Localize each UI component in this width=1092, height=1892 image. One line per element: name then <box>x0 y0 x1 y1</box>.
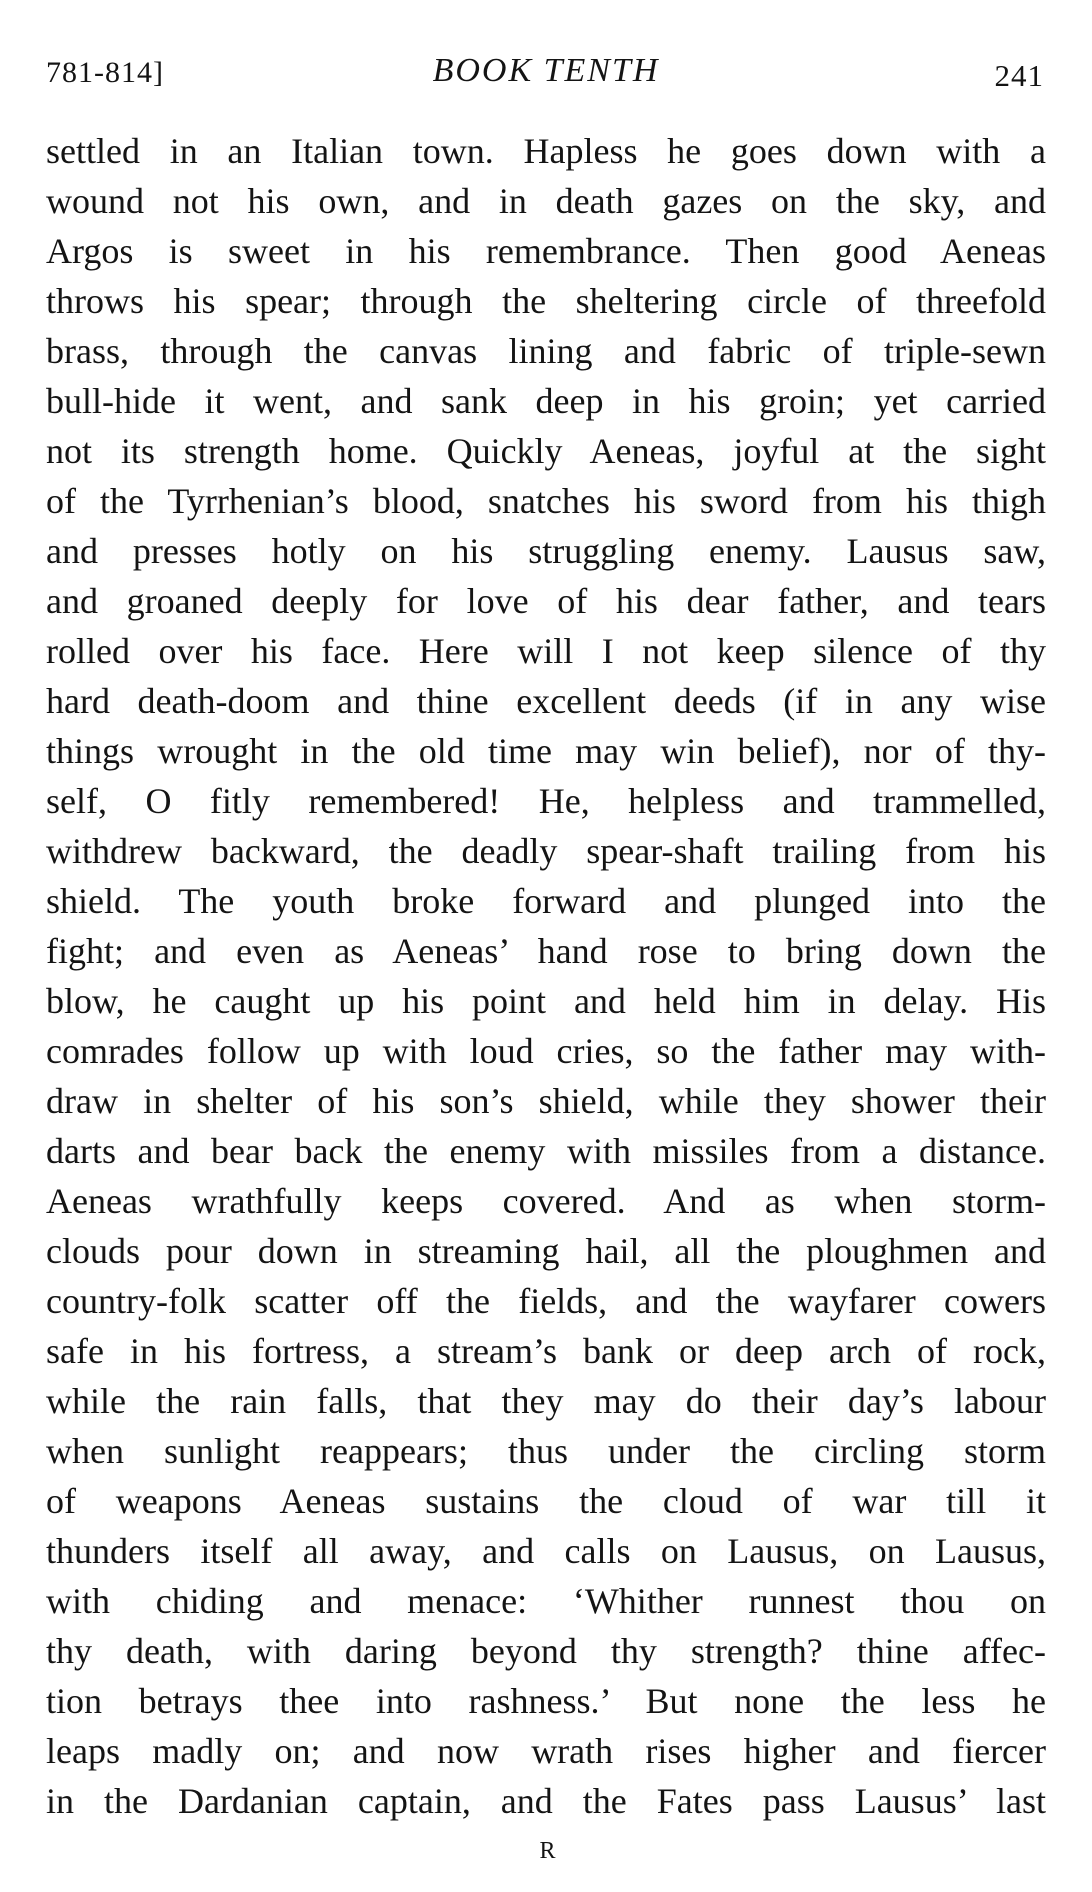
text-line: country-folk scatter off the fields, and the wayfarer cowers <box>46 1281 1046 1321</box>
text-line: not its strength home. Quickly Aeneas, joyful at the sight <box>46 431 1046 471</box>
text-line: hard death-doom and thine excellent deeds (if in any wise <box>46 681 1046 721</box>
page-number: 241 <box>994 58 1044 93</box>
body-text <box>46 126 1046 1826</box>
text-line: Aeneas wrathfully keeps covered. And as when storm- <box>46 1181 1046 1221</box>
text-line: of weapons Aeneas sustains the cloud of war till it <box>46 1481 1046 1521</box>
text-line: in the Dardanian captain, and the Fates pass Lausus’ last <box>46 1781 1046 1821</box>
text-line: clouds pour down in streaming hail, all the ploughmen and <box>46 1231 1046 1271</box>
book-title: BOOK TENTH <box>432 52 660 89</box>
text-line: shield. The youth broke forward and plunged into the <box>46 881 1046 921</box>
text-line: draw in shelter of his son’s shield, while they shower their <box>46 1081 1046 1121</box>
text-line: Argos is sweet in his remembrance. Then good Aeneas <box>46 231 1046 271</box>
text-line: darts and bear back the enemy with missiles from a distance. <box>46 1131 1046 1171</box>
text-line: leaps madly on; and now wrath rises higher and fiercer <box>46 1731 1046 1771</box>
text-line: and groaned deeply for love of his dear father, and tears <box>46 581 1046 621</box>
text-line: and presses hotly on his struggling enemy. Lausus saw, <box>46 531 1046 571</box>
text-line: safe in his fortress, a stream’s bank or deep arch of rock, <box>46 1331 1046 1371</box>
text-line: brass, through the canvas lining and fabric of triple-sewn <box>46 331 1046 371</box>
text-line: self, O fitly remembered! He, helpless and trammelled, <box>46 781 1046 821</box>
line-range: 781-814] <box>46 56 164 89</box>
text-line: while the rain falls, that they may do their day’s labour <box>46 1381 1046 1421</box>
text-line: things wrought in the old time may win belief), nor of thy- <box>46 731 1046 771</box>
text-line: when sunlight reappears; thus under the circling storm <box>46 1431 1046 1471</box>
text-line: comrades follow up with loud cries, so the father may with- <box>46 1031 1046 1071</box>
text-line: tion betrays thee into rashness.’ But none the less he <box>46 1681 1046 1721</box>
text-line: thy death, with daring beyond thy strength? thine affec- <box>46 1631 1046 1671</box>
text-line: thunders itself all away, and calls on Lausus, on Lausus, <box>46 1531 1046 1571</box>
text-line: of the Tyrrhenian’s blood, snatches his sword from his thigh <box>46 481 1046 521</box>
text-line: fight; and even as Aeneas’ hand rose to bring down the <box>46 931 1046 971</box>
text-line: rolled over his face. Here will I not keep silence of thy <box>46 631 1046 671</box>
text-line: with chiding and menace: ‘Whither runnest thou on <box>46 1581 1046 1621</box>
text-line: blow, he caught up his point and held him in delay. His <box>46 981 1046 1021</box>
text-line: withdrew backward, the deadly spear-shaft trailing from his <box>46 831 1046 871</box>
text-line: wound not his own, and in death gazes on the sky, and <box>46 181 1046 221</box>
text-line: settled in an Italian town. Hapless he goes down with a <box>46 131 1046 171</box>
running-head <box>46 52 1046 96</box>
text-line: bull-hide it went, and sank deep in his groin; yet carried <box>46 381 1046 421</box>
text-line: throws his spear; through the sheltering circle of threefold <box>46 281 1046 321</box>
signature-mark: R <box>539 1838 557 1864</box>
